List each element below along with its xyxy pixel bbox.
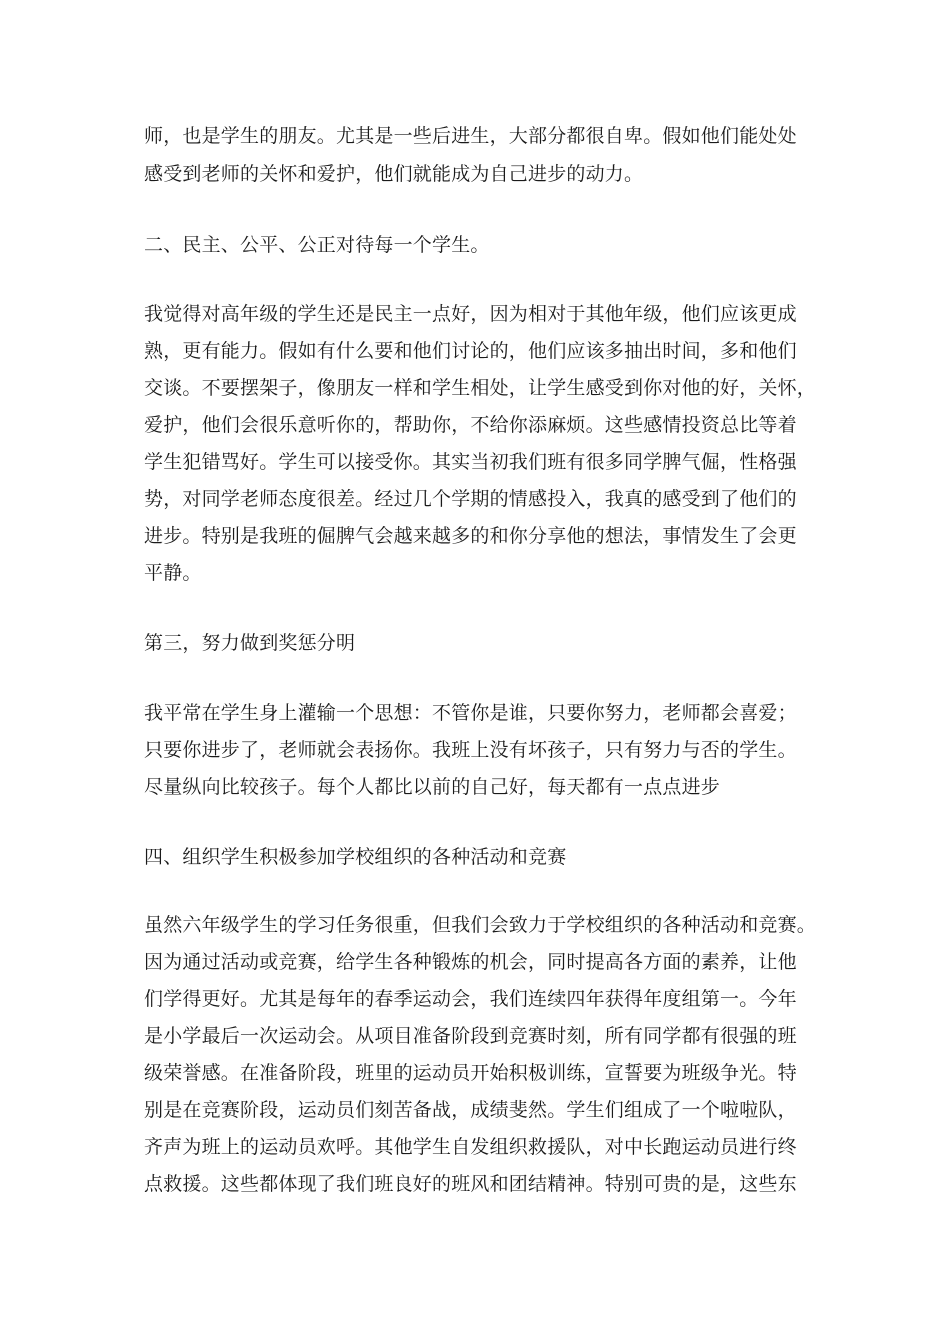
text-line: 平静。 [144, 562, 202, 584]
text-line: 交谈。不要摆架子，像朋友一样和学生相处，让学生感受到你对他的好，关怀， [144, 377, 817, 399]
text-line: 别是在竞赛阶段，运动员们刻苦备战，成绩斐然。学生们组成了一个啦啦队， [144, 1099, 797, 1121]
section-heading-3: 第三，努力做到奖惩分明 [144, 632, 356, 654]
section-heading-4: 四、组织学生积极参加学校组织的各种活动和竞赛 [144, 846, 567, 868]
text-line: 学生犯错骂好。学生可以接受你。其实当初我们班有很多同学脾气倔，性格强 [144, 451, 797, 473]
text-line: 齐声为班上的运动员欢呼。其他学生自发组织救援队，对中长跑运动员进行终 [144, 1136, 797, 1158]
text-line: 我觉得对高年级的学生还是民主一点好，因为相对于其他年级，他们应该更成 [144, 303, 797, 325]
section-heading-2: 二、民主、公平、公正对待每一个学生。 [144, 234, 490, 256]
text-line: 我平常在学生身上灌输一个思想：不管你是谁，只要你努力，老师都会喜爱； [144, 702, 797, 724]
text-line: 势，对同学老师态度很差。经过几个学期的情感投入，我真的感受到了他们的 [144, 488, 797, 510]
text-line: 熟，更有能力。假如有什么要和他们讨论的，他们应该多抽出时间，多和他们 [144, 340, 797, 362]
text-line: 爱护，他们会很乐意听你的，帮助你，不给你添麻烦。这些感情投资总比等着 [144, 414, 797, 436]
text-line: 因为通过活动或竞赛，给学生各种锻炼的机会，同时提高各方面的素养，让他 [144, 951, 797, 973]
text-line: 进步。特别是我班的倔脾气会越来越多的和你分享他的想法，事情发生了会更 [144, 525, 797, 547]
text-line: 尽量纵向比较孩子。每个人都比以前的自己好，每天都有一点点进步 [144, 776, 721, 798]
text-line: 点救援。这些都体现了我们班良好的班风和团结精神。特别可贵的是，这些东 [144, 1173, 797, 1195]
text-line: 只要你进步了，老师就会表扬你。我班上没有坏孩子，只有努力与否的学生。 [144, 739, 797, 761]
text-line: 虽然六年级学生的学习任务很重，但我们会致力于学校组织的各种活动和竞赛。 [144, 914, 817, 936]
text-line: 师，也是学生的朋友。尤其是一些后进生，大部分都很自卑。假如他们能处处 [144, 125, 797, 147]
text-line: 是小学最后一次运动会。从项目准备阶段到竞赛时刻，所有同学都有很强的班 [144, 1025, 797, 1047]
text-line: 感受到老师的关怀和爱护，他们就能成为自己进步的动力。 [144, 163, 644, 185]
text-line: 们学得更好。尤其是每年的春季运动会，我们连续四年获得年度组第一。今年 [144, 988, 797, 1010]
text-line: 级荣誉感。在准备阶段，班里的运动员开始积极训练，宣誓要为班级争光。特 [144, 1062, 797, 1084]
